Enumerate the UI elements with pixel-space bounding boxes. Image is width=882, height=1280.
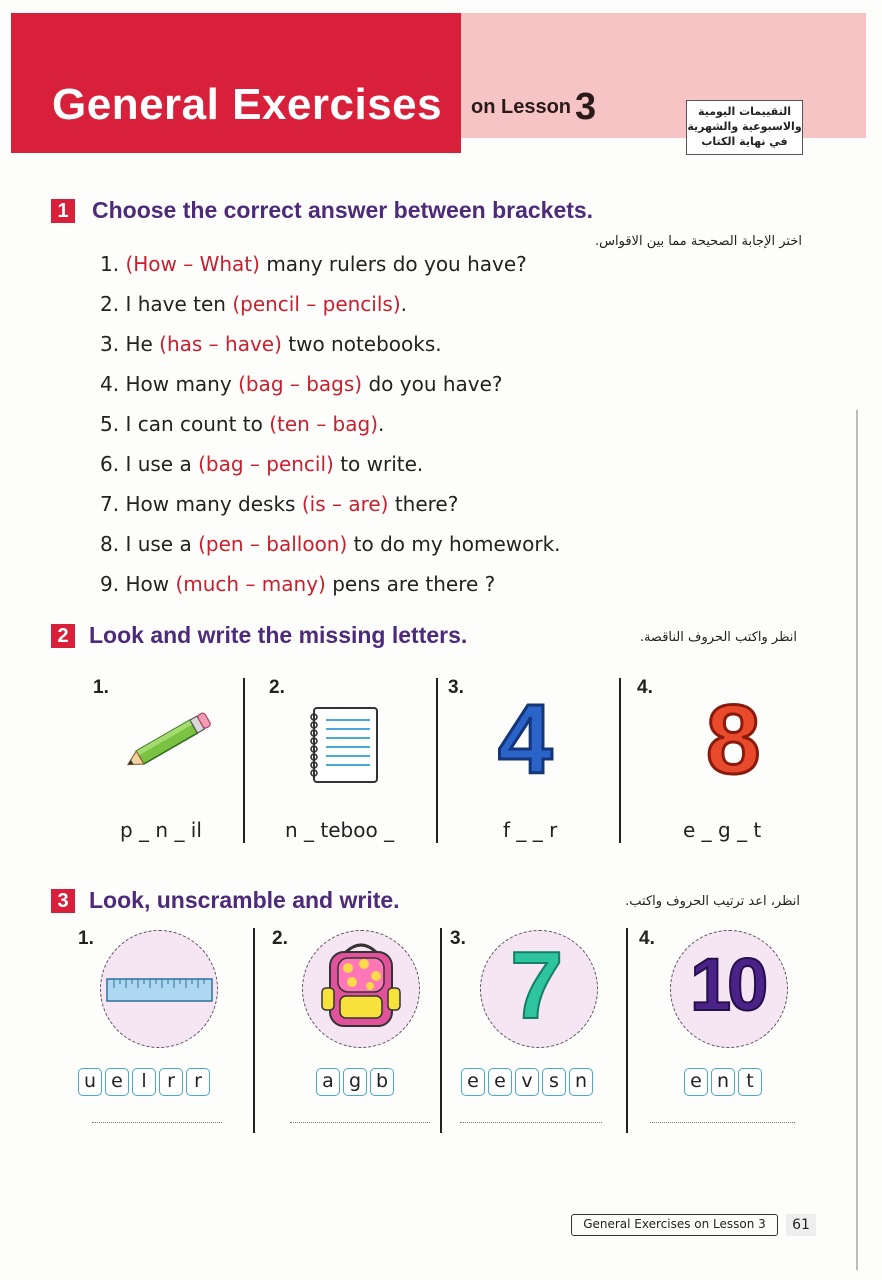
question-text: pens are there ? [325, 572, 496, 596]
letter-tile: u [78, 1068, 102, 1096]
letter-tile: b [370, 1068, 394, 1096]
answer-choices: (much – many) [175, 572, 326, 596]
item-number: 2. [272, 928, 288, 949]
section-instruction-arabic: انظر، اعد ترتيب الحروف واكتب. [625, 894, 800, 909]
question-item [100, 492, 458, 516]
question-text: . [400, 292, 407, 316]
answer-line[interactable] [92, 1122, 222, 1123]
question-text: I use a [119, 532, 199, 556]
notebook-icon [308, 705, 380, 785]
subtitle-text: on Lesson [471, 96, 572, 118]
answer-choices: (How – What) [125, 252, 260, 276]
page-edge-rule [856, 410, 858, 1270]
assessment-note-line: في نهاية الكتاب [701, 135, 788, 148]
question-text: How many [119, 372, 239, 396]
question-text: do you have? [362, 372, 503, 396]
letter-tile: r [159, 1068, 183, 1096]
question-number: 5. [100, 412, 120, 436]
answer-choices: (ten – bag) [269, 412, 379, 436]
question-number: 3. [100, 332, 120, 356]
number-ten: 10 [690, 943, 765, 1026]
column-divider [253, 928, 255, 1133]
question-text: How many desks [119, 492, 302, 516]
assessment-note-line: والاسبوعية والشهرية [687, 120, 802, 133]
section-instruction-arabic: انظر واكتب الحروف الناقصة. [639, 630, 797, 645]
question-text: How [119, 572, 176, 596]
letter-tile: a [316, 1068, 340, 1096]
question-text: two notebooks. [281, 332, 442, 356]
letter-tile: n [569, 1068, 593, 1096]
scrambled-letters [684, 1068, 762, 1096]
footer-label: General Exercises on Lesson 3 [571, 1214, 778, 1236]
item-number: 2. [269, 677, 285, 698]
letter-tile: g [343, 1068, 367, 1096]
section-number: 2 [51, 624, 75, 648]
letter-tile: t [738, 1068, 762, 1096]
item-number: 1. [78, 928, 94, 949]
section-number: 3 [51, 889, 75, 913]
scrambled-letters [78, 1068, 210, 1096]
section-title: Look and write the missing letters. [89, 622, 468, 648]
question-item [100, 252, 527, 276]
question-item [100, 292, 407, 316]
section-title: Choose the correct answer between brackets. [92, 197, 594, 223]
column-divider [436, 678, 438, 843]
question-text: many rulers do you have? [259, 252, 527, 276]
question-text: He [119, 332, 160, 356]
number-eight: 8 [706, 684, 761, 794]
column-divider [440, 928, 442, 1133]
question-item [100, 452, 423, 476]
section-instruction-arabic: اختر الإجابة الصحيحة مما بين الاقواس. [595, 234, 802, 249]
letter-tile: e [461, 1068, 485, 1096]
letter-tile: r [186, 1068, 210, 1096]
item-number: 3. [450, 928, 466, 949]
question-number: 2. [100, 292, 120, 316]
letter-tile: s [542, 1068, 566, 1096]
missing-letters-word: n _ teboo _ [285, 818, 395, 842]
question-text: there? [388, 492, 459, 516]
letter-tile: e [684, 1068, 708, 1096]
assessment-note-box [686, 100, 803, 155]
section-title: Look, unscramble and write. [89, 887, 400, 913]
page-title: General Exercises [52, 80, 443, 129]
ruler-icon [106, 976, 214, 1004]
answer-choices: (bag – pencil) [198, 452, 334, 476]
lesson-number: 3 [575, 86, 597, 128]
question-number: 8. [100, 532, 120, 556]
column-divider [619, 678, 621, 843]
item-number: 3. [448, 677, 464, 698]
scrambled-letters [461, 1068, 593, 1096]
answer-line[interactable] [460, 1122, 602, 1123]
answer-choices: (bag – bags) [238, 372, 363, 396]
question-number: 4. [100, 372, 120, 396]
answer-line[interactable] [650, 1122, 795, 1123]
scrambled-letters [316, 1068, 394, 1096]
answer-choices: (is – are) [301, 492, 389, 516]
page-number: 61 [786, 1214, 816, 1236]
question-number: 6. [100, 452, 120, 476]
item-number: 1. [93, 677, 109, 698]
question-number: 7. [100, 492, 120, 516]
question-text: . [378, 412, 385, 436]
question-item [100, 532, 561, 556]
letter-tile: n [711, 1068, 735, 1096]
answer-choices: (pen – balloon) [198, 532, 348, 556]
question-item [100, 412, 384, 436]
answer-choices: (pencil – pencils) [232, 292, 401, 316]
page-subtitle [471, 86, 596, 129]
missing-letters-word: e _ g _ t [683, 818, 762, 842]
missing-letters-word: p _ n _ il [120, 818, 202, 842]
missing-letters-word: f _ _ r [503, 818, 558, 842]
letter-tile: l [132, 1068, 156, 1096]
question-text: to write. [333, 452, 424, 476]
question-text: I use a [119, 452, 199, 476]
section-number: 1 [51, 199, 75, 223]
assessment-note-line: التقييمات اليومية [698, 105, 791, 118]
number-seven: 7 [510, 932, 564, 1039]
backpack-icon [320, 938, 402, 1030]
question-number: 1. [100, 252, 120, 276]
question-item [100, 572, 495, 596]
question-item [100, 372, 503, 396]
column-divider [243, 678, 245, 843]
question-text: I have ten [119, 292, 233, 316]
pencil-icon [120, 712, 216, 772]
question-text: to do my homework. [347, 532, 561, 556]
number-four: 4 [498, 684, 553, 794]
letter-tile: e [488, 1068, 512, 1096]
answer-choices: (has – have) [159, 332, 282, 356]
letter-tile: v [515, 1068, 539, 1096]
question-text: I can count to [119, 412, 270, 436]
letter-tile: e [105, 1068, 129, 1096]
question-number: 9. [100, 572, 120, 596]
question-item [100, 332, 442, 356]
item-number: 4. [637, 677, 653, 698]
column-divider [626, 928, 628, 1133]
item-number: 4. [639, 928, 655, 949]
answer-line[interactable] [290, 1122, 430, 1123]
